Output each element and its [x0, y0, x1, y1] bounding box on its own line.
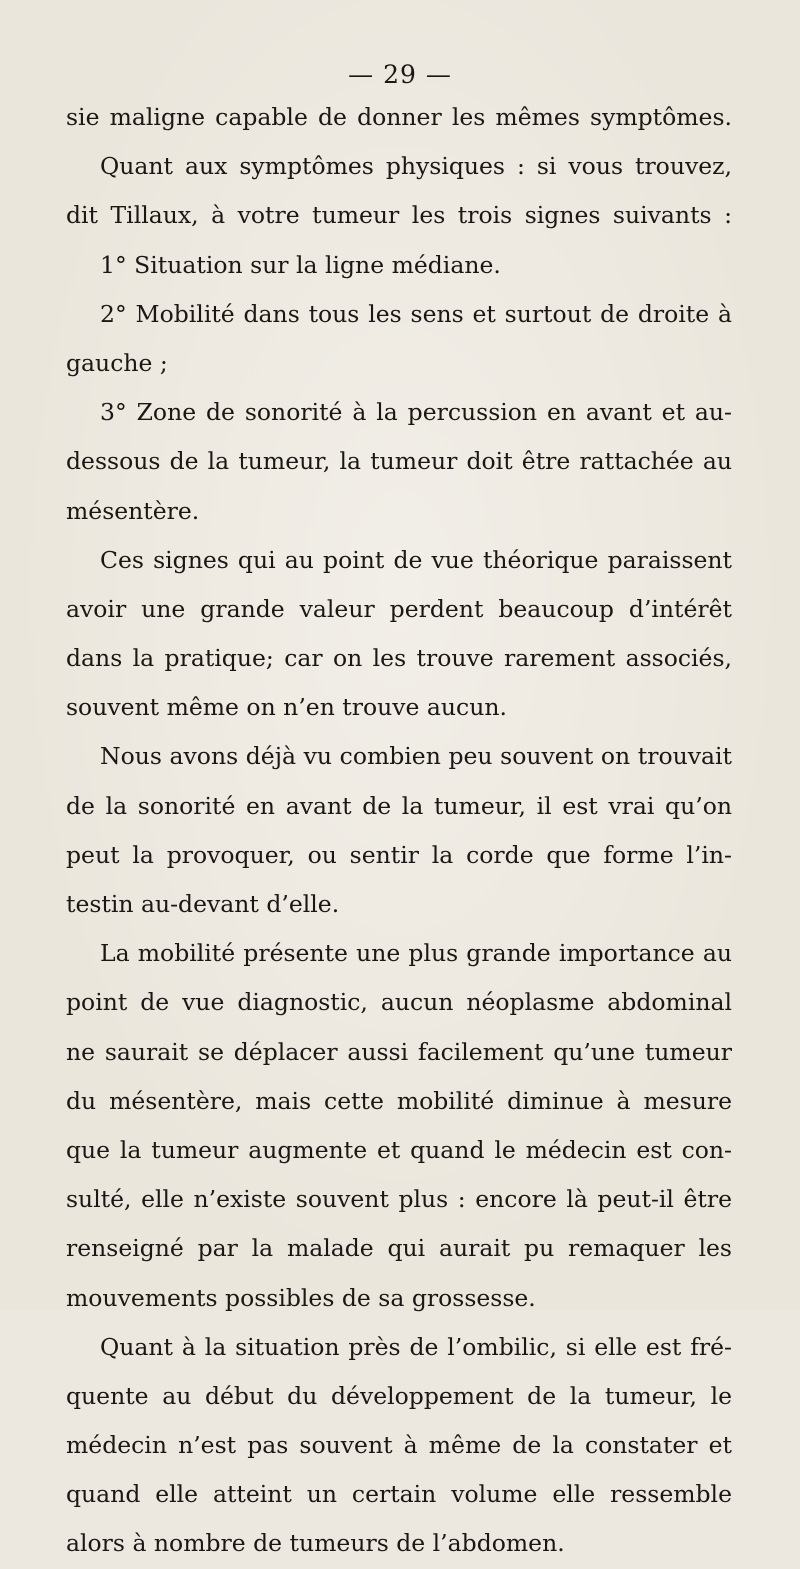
- text-line: sulté, elle n’existe souvent plus : encore là peut-il être: [66, 1185, 732, 1214]
- text-line: du mésentère, mais cette mobilité diminue à mesure: [66, 1086, 732, 1115]
- text-line: mésentère.: [66, 496, 200, 525]
- text-line: quand elle atteint un certain volume elle ressemble: [66, 1480, 732, 1509]
- text-line: Quant à la situation près de l’ombilic, si elle est fré-: [100, 1332, 732, 1361]
- text-line: Quant aux symptômes physiques : si vous trouvez,: [100, 152, 732, 181]
- text-line: renseigné par la malade qui aurait pu remaquer les: [66, 1234, 732, 1263]
- text-line: 2° Mobilité dans tous les sens et surtout de droite à: [100, 299, 732, 328]
- text-line: testin au-devant d’elle.: [66, 890, 340, 918]
- text-line: dit Tillaux, à votre tumeur les trois signes suivants :: [66, 201, 732, 230]
- text-line: gauche ;: [66, 348, 168, 377]
- text-line: dans la pratique; car on les trouve rarement associés,: [66, 644, 732, 673]
- text-line: 3° Zone de sonorité à la percussion en avant et au-: [100, 398, 732, 427]
- text-line: sie maligne capable de donner les mêmes symptômes.: [66, 103, 732, 131]
- text-line: point de vue diagnostic, aucun néoplasme abdominal: [66, 988, 732, 1017]
- text-line: médecin n’est pas souvent à même de la constater et: [66, 1431, 732, 1460]
- text-line: alors à nombre de tumeurs de l’abdomen.: [66, 1529, 565, 1558]
- text-line: que la tumeur augmente et quand le médecin est con-: [66, 1135, 732, 1164]
- text-line: La mobilité présente une plus grande importance au: [100, 939, 732, 968]
- text-line: souvent même on n’en trouve aucun.: [66, 693, 507, 722]
- text-line: dessous de la tumeur, la tumeur doit être rattachée au: [66, 447, 732, 476]
- text-line: ne saurait se déplacer aussi facilement qu’une tumeur: [66, 1037, 732, 1066]
- body-text: [66, 93, 732, 1569]
- text-line: peut la provoquer, ou sentir la corde que forme l’in-: [66, 840, 732, 869]
- text-line: quente au début du développement de la tumeur, le: [66, 1381, 732, 1410]
- text-line: Nous avons déjà vu combien peu souvent on trouvait: [100, 742, 732, 771]
- text-line: de la sonorité en avant de la tumeur, il est vrai qu’on: [66, 791, 732, 820]
- text-line: mouvements possibles de sa grossesse.: [66, 1283, 536, 1312]
- text-line: 1° Situation sur la ligne médiane.: [100, 250, 501, 279]
- text-line: Ces signes qui au point de vue théorique paraissent: [100, 545, 732, 574]
- page-number: — 29 —: [348, 60, 452, 89]
- text-line: avoir une grande valeur perdent beaucoup d’intérêt: [66, 594, 732, 623]
